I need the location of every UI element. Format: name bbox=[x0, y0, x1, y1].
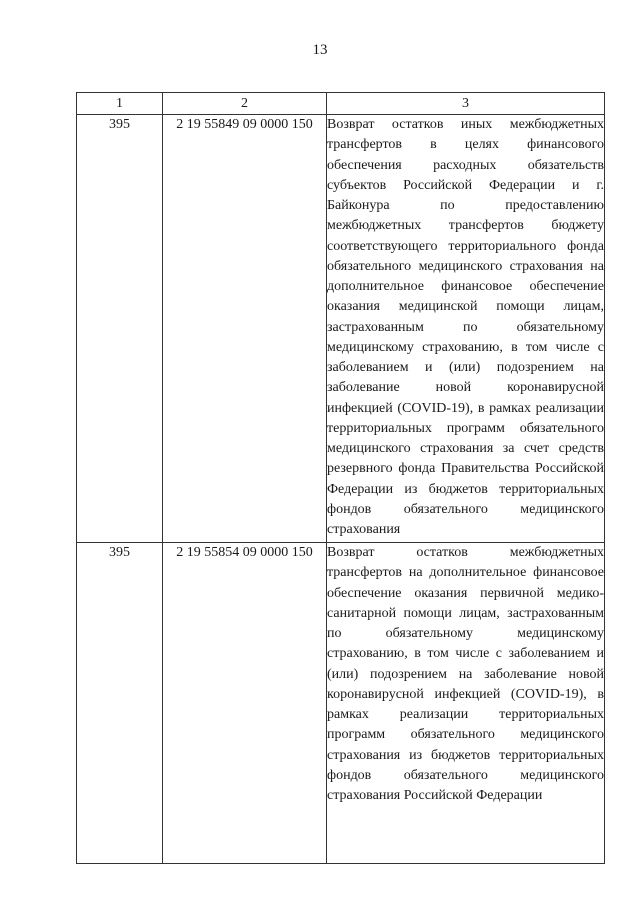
budget-code-cell: 2 19 55849 09 0000 150 bbox=[163, 115, 327, 543]
row-number-cell: 395 bbox=[77, 115, 163, 543]
description-cell bbox=[327, 115, 605, 543]
table-row bbox=[77, 543, 605, 864]
description-cell bbox=[327, 543, 605, 864]
budget-code-cell: 2 19 55854 09 0000 150 bbox=[163, 543, 327, 864]
table-header-row bbox=[77, 93, 605, 115]
row-number-cell: 395 bbox=[77, 543, 163, 864]
column-header-3: 3 bbox=[327, 93, 605, 115]
description-text: Возврат остатков иных межбюджетных трансфертов в целях финансового обеспечения расходных обязательств субъектов Российской Федерации и г. Байконура по предоставлению межбюджетных трансфертов бюджету соответствующего территориального фонда обязательного медицинского страхования на дополнительное финансовое обеспечение оказания медицинской помощи лицам, застрахованным по обязательному медицинскому страхованию, в том числе с заболеванием и (или) подозрением на заболевание новой коронавирусной инфекцией (COVID-19), в рамках реализации территориальных программ обязательного медицинского страхования за счет средств резервного фонда Правительства Российской Федерации из бюджетов территориальных фондов обязательного медицинского страхования bbox=[327, 117, 604, 537]
budget-codes-table bbox=[76, 92, 605, 864]
column-header-2: 2 bbox=[163, 93, 327, 115]
description-text: Возврат остатков межбюджетных трансфертов на дополнительное финансовое обеспечение оказания первичной медико-санитарной помощи лицам, застрахованным по обязательному медицинскому страхованию, в том числе с заболеванием и (или) подозрением на заболевание новой коронавирусной инфекцией (COVID-19), в рамках реализации территориальных программ обязательного медицинского страхования из бюджетов территориальных фондов обязательного медицинского страхования Российской Федерации bbox=[327, 545, 604, 803]
column-header-1: 1 bbox=[77, 93, 163, 115]
table-row bbox=[77, 115, 605, 543]
page-number: 13 bbox=[312, 42, 328, 58]
